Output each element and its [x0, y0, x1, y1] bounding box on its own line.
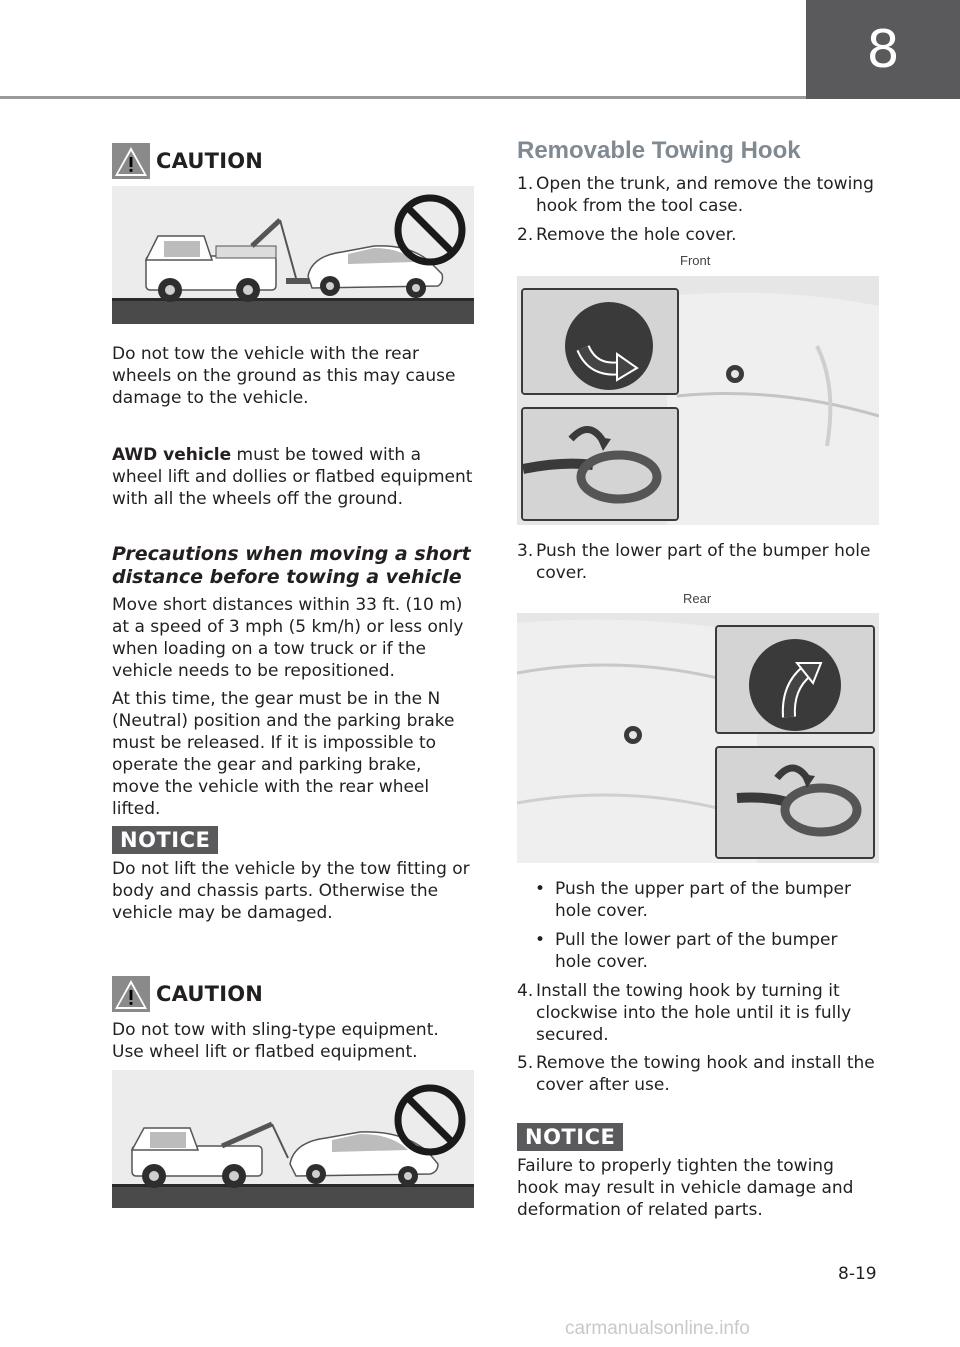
chapter-tab: 8 — [806, 0, 960, 99]
rear-inset-hook — [715, 746, 875, 859]
rear-label: Rear — [683, 591, 712, 606]
rear-bumper-photo — [517, 613, 879, 863]
page-number: 8-19 — [838, 1264, 877, 1284]
step-5: 5. Remove the towing hook and install the cover after use. — [517, 1053, 875, 1095]
front-bumper-photo — [517, 276, 879, 525]
caution-triangle-icon — [112, 143, 150, 179]
caution-label: CAUTION — [156, 982, 264, 1006]
header-rule — [0, 96, 806, 99]
step-2: 2. Remove the hole cover. — [517, 225, 737, 245]
caution-heading-2 — [112, 976, 263, 1012]
front-inset-cover — [521, 288, 679, 395]
step-4: 4. Install the towing hook by turning it clockwise into the hole until it is fully secured. — [517, 981, 852, 1045]
caution-2-text: Do not tow with sling-type equipment. Use wheel lift or flatbed equipment. — [112, 1020, 439, 1062]
precautions-subheading: Precautions when moving a short distance before towing a vehicle — [112, 543, 471, 588]
caution-1-text: Do not tow the vehicle with the rear wheels on the ground as this may cause damage to the vehicle. — [112, 344, 456, 408]
notice-badge-1: NOTICE — [112, 826, 218, 854]
precautions-para-2: At this time, the gear must be in the N (Neutral) position and the parking brake must be released. If it is impossible to operate the gear and parking brake, move the vehicle with the rear wheel lifted. — [112, 689, 455, 819]
bullet-2: • Pull the lower part of the bumper hole cover. — [535, 930, 838, 972]
section-title: Removable Towing Hook — [517, 137, 801, 164]
notice-2-text: Failure to properly tighten the towing hook may result in vehicle damage and deformation of related parts. — [517, 1156, 854, 1220]
caution-triangle-icon — [112, 976, 150, 1012]
towing-illustration-rear-wheels-down — [112, 186, 474, 324]
awd-note — [112, 444, 474, 510]
notice-1-text: Do not lift the vehicle by the tow fitting or body and chassis parts. Otherwise the vehicle may be damaged. — [112, 859, 470, 923]
front-label: Front — [680, 253, 711, 268]
precautions-para-1: Move short distances within 33 ft. (10 m) at a speed of 3 mph (5 km/h) or less only when loading on a tow truck or if the vehicle needs to be repositioned. — [112, 595, 464, 681]
step-3: 3. Push the lower part of the bumper hole cover. — [517, 541, 871, 583]
step-1: 1. Open the trunk, and remove the towing hook from the tool case. — [517, 174, 874, 216]
front-inset-hook — [521, 407, 679, 521]
awd-bold: AWD vehicle — [112, 445, 232, 465]
caution-label: CAUTION — [156, 149, 264, 173]
notice-badge-2: NOTICE — [517, 1123, 623, 1151]
rear-inset-cover — [715, 625, 875, 734]
awd-rest: must be towed with a wheel lift and dollies or flatbed equipment with all the wheels off the ground. — [112, 445, 473, 509]
watermark: carmanualsonline.info — [565, 1318, 750, 1339]
bullet-1: • Push the upper part of the bumper hole cover. — [535, 879, 851, 921]
caution-heading-1 — [112, 143, 263, 179]
towing-illustration-sling-type — [112, 1070, 474, 1208]
